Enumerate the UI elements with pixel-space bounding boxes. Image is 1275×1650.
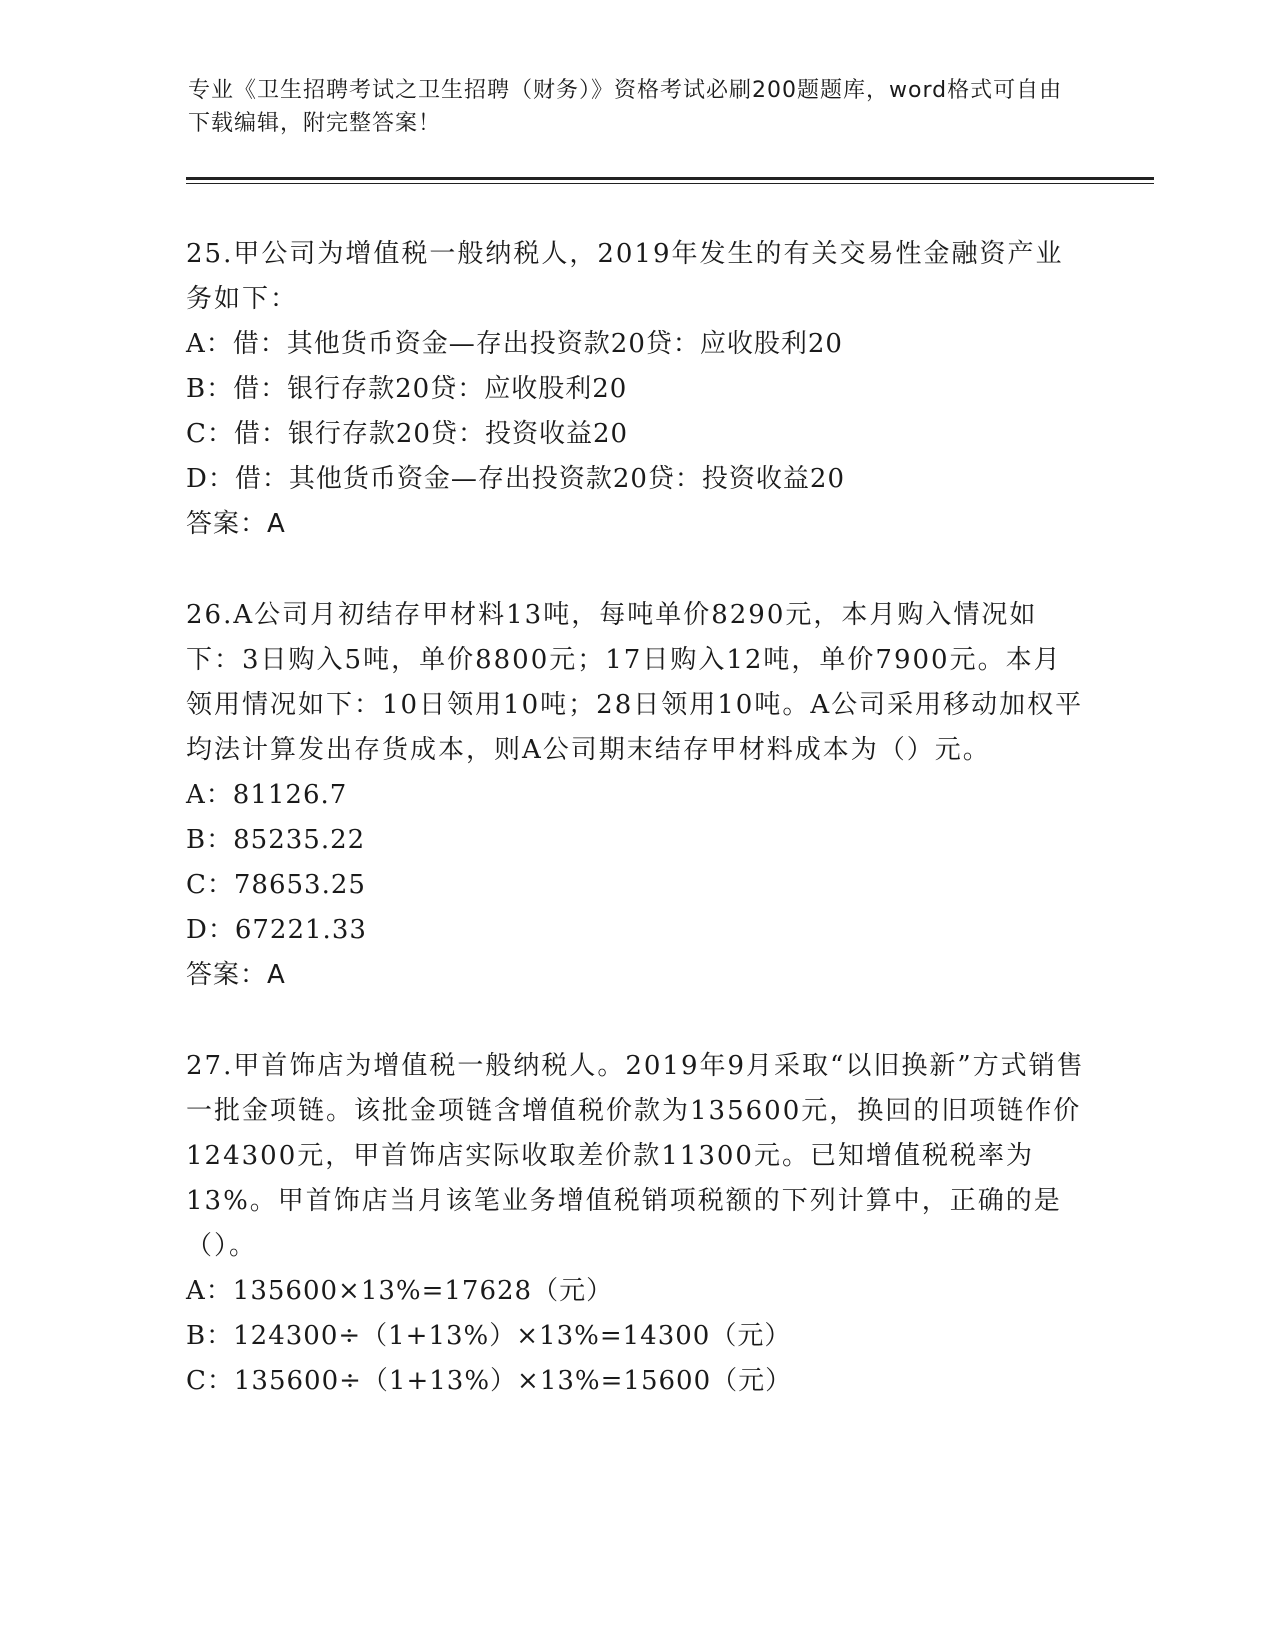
document-header — [188, 74, 1068, 140]
header-divider-thin — [186, 183, 1154, 184]
question-text: 26.A公司月初结存甲材料13吨，每吨单价8290元，本月购入情况如下：3日购入5吨，单价8800元；17日购入12吨，单价7900元。本月领用情况如下：10日领用10吨；28日领用10吨。A公司采用移动加权平均法计算发出存货成本，则A公司期末结存甲材料成本为（）元。 — [186, 600, 1084, 765]
option-d: D：借：其他货币资金—存出投资款20贷：投资收益20 — [186, 464, 846, 494]
option-b: B：124300÷（1+13%）×13%=14300（元） — [186, 1321, 792, 1351]
question-25 — [186, 232, 1086, 547]
question-text: 25.甲公司为增值税一般纳税人，2019年发生的有关交易性金融资产业务如下： — [186, 239, 1064, 314]
question-26 — [186, 593, 1086, 998]
header-intro-text: 专业《卫生招聘考试之卫生招聘（财务）》资格考试必刷200题题库，word格式可自由下载编辑，附完整答案！ — [188, 78, 1063, 136]
question-list — [186, 232, 1086, 1450]
option-c: C：借：银行存款20贷：投资收益20 — [186, 419, 629, 449]
option-a: A：135600×13%=17628（元） — [186, 1276, 614, 1306]
option-b: B：85235.22 — [186, 825, 366, 855]
option-c: C：135600÷（1+13%）×13%=15600（元） — [186, 1366, 793, 1396]
question-27 — [186, 1044, 1086, 1404]
question-text: 27.甲首饰店为增值税一般纳税人。2019年9月采取“以旧换新”方式销售一批金项链。该批金项链含增值税价款为135600元，换回的旧项链作价124300元，甲首饰店实际收取差价款11300元。已知增值税税率为13%。甲首饰店当月该笔业务增值税销项税额的下列计算中，正确的是（）。 — [186, 1051, 1085, 1261]
answer-text: 答案：A — [186, 960, 286, 990]
option-a: A：81126.7 — [186, 780, 348, 810]
option-b: B：借：银行存款20贷：应收股利20 — [186, 374, 628, 404]
option-c: C：78653.25 — [186, 870, 366, 900]
option-d: D：67221.33 — [186, 915, 367, 945]
header-divider-thick — [186, 177, 1154, 180]
answer-text: 答案：A — [186, 509, 286, 539]
option-a: A：借：其他货币资金—存出投资款20贷：应收股利20 — [186, 329, 843, 359]
